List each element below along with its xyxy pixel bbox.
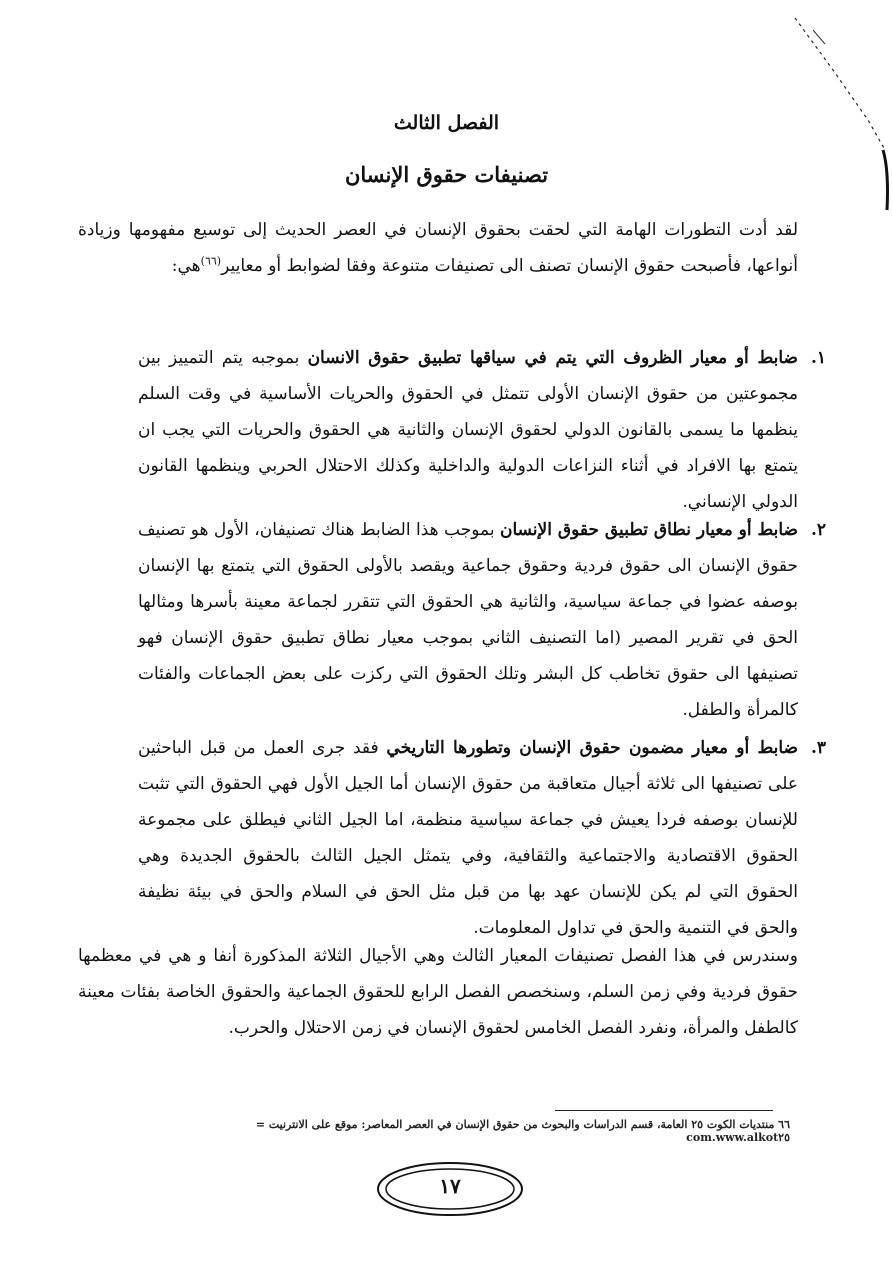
section-title: تصنيفات حقوق الإنسان [344,162,549,187]
footnote-reference: (٦٦) [200,254,222,268]
list-item-heading: ضابط أو معيار مضمون حقوق الإنسان وتطورها التاريخي [386,738,798,758]
scan-edge-mark [773,0,893,220]
list-item-number: ٣. [810,738,826,758]
list-item-heading: ضابط أو معيار نطاق تطبيق حقوق الإنسان [499,520,798,540]
list-item [138,512,826,728]
list-item [138,340,826,520]
list-item-heading: ضابط أو معيار الظروف التي يتم في سياقها تطبيق حقوق الانسان [307,348,798,368]
chapter-title: الفصل الثالث [393,112,500,134]
list-item-text: فقد جرى العمل من قبل الباحثين على تصنيفها الى ثلاثة أجيال متعاقبة من حقوق الإنسان أما الجيل الأول فهي الحقوق التي تثبت للإنسان بوصفه فردا يعيش في جماعة سياسية منظمة، اما الجيل الثاني فيطلق على مجموعة الحقوق الاقتصادية والاجتماعية والثقافية، وفي يتمثل الجيل الثالث بالحقوق الجديدة وهي الحقوق التي لم يكن للإنسان عهد بها من قبل مثل الحق في السلام والحق في بيئة نظيفة والحق في التنمية والحق في تداول المعلومات. [138,738,798,938]
footnote: ٦٦ منتديات الكوت ٢٥ العامة، قسم الدراسات والبحوث من حقوق الإنسان في العصر المعاصر: موقع على الانترنيت = www.alkot٢٥.com [255,1118,790,1144]
list-item-text: بموجبه يتم التمييز بين مجموعتين من حقوق الإنسان الأولى تتمثل في الحقوق والحريات الأساسية في وقت السلم ينظمها ما يسمى بالقانون الدولي لحقوق الإنسان والثانية هي الحقوق والحريات التي يجب ان يتمتع بها الافراد في أثناء النزاعات الدولية والداخلية وكذلك الاحتلال الحربي وينظمها القانون الدولي الإنساني. [138,348,798,512]
footnote-divider [555,1110,773,1111]
list-item-number: ٢. [810,520,826,540]
intro-paragraph [78,212,798,284]
intro-text: لقد أدت التطورات الهامة التي لحقت بحقوق الإنسان في العصر الحديث إلى توسيع مفهومها وزيادة أنواعها، فأصبحت حقوق الإنسان تصنف الى تصنيفات متنوعة وفقا لضوابط أو معايير [78,220,798,276]
list-item-text: بموجب هذا الضابط هناك تصنيفان، الأول هو تصنيف حقوق الإنسان الى حقوق فردية وحقوق جماعية ويقصد بالأولى الحقوق التي يتمتع بها الإنسان بوصفه عضوا في جماعة سياسية، والثانية هي الحقوق التي تتقرر لجماعة معينة بأسرها ومثالها الحق في تقرير المصير (اما التصنيف الثاني بموجب معيار نطاق تطبيق حقوق الإنسان فهو تصنيفها الى حقوق تخاطب كل البشر وتلك الحقوق التي ركزت على بعض الجماعات والفئات كالمرأة والطفل. [138,520,798,720]
intro-tail: هي: [171,256,201,276]
list-item-number: ١. [810,348,826,368]
list-item [138,730,826,946]
closing-paragraph: وسندرس في هذا الفصل تصنيفات المعيار الثالث وهي الأجيال الثلاثة المذكورة أنفا و هي في معظمها حقوق فردية وفي زمن السلم، وسنخصص الفصل الرابع للحقوق الجماعية والحقوق الخاصة بفئات معينة كالطفل والمرأة، ونفرد الفصل الخامس لحقوق الإنسان في زمن الاحتلال والحرب. [78,946,798,1038]
page-number: ١٧ [439,1174,461,1198]
